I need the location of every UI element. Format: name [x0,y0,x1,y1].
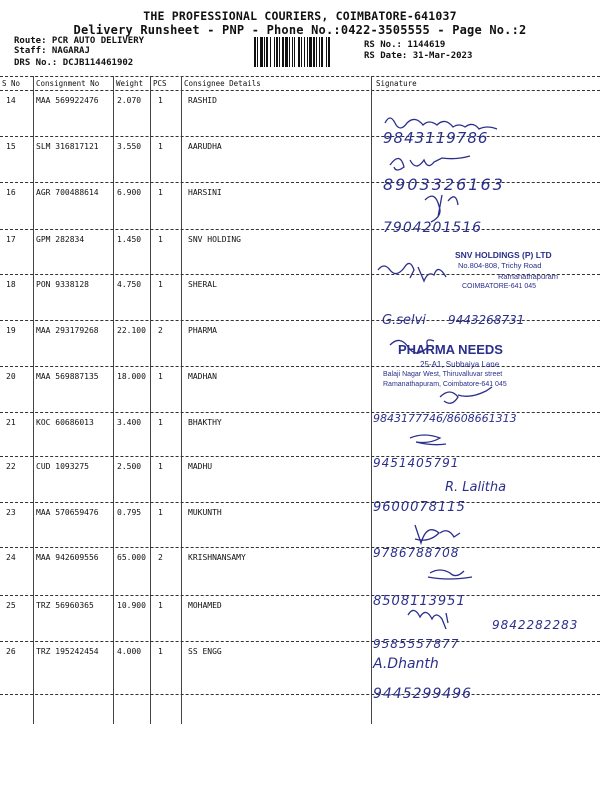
cell-consignment-no: CUD 1093275 [36,462,89,471]
cell-weight: 6.900 [117,188,142,197]
cell-pcs: 2 [158,553,163,562]
cell-pcs: 1 [158,235,163,244]
cell-pcs: 1 [158,418,163,427]
cell-sno: 25 [6,601,16,610]
col-header-pcs: PCS [153,79,167,88]
cell-sno: 20 [6,372,16,381]
cell-pcs: 1 [158,188,163,197]
cell-pcs: 1 [158,96,163,105]
signature-mark-row18 [378,263,446,281]
snv-stamp-name: SNV HOLDINGS (P) LTD [455,250,552,260]
cell-weight: 2.070 [117,96,142,105]
col-divider-pcs [181,76,182,724]
cell-weight: 4.000 [117,647,142,656]
col-header-sno: S No [2,79,21,88]
cell-weight: 65.000 [117,553,146,562]
cell-consignee: KRISHNANSAMY [188,553,246,562]
cell-pcs: 2 [158,326,163,335]
cell-sno: 21 [6,418,16,427]
cell-pcs: 1 [158,372,163,381]
cell-pcs: 1 [158,647,163,656]
cell-weight: 18.000 [117,372,146,381]
signature-mark-row24 [428,570,472,579]
cell-sno: 17 [6,235,16,244]
cell-weight: 22.100 [117,326,146,335]
cell-sno: 16 [6,188,16,197]
pharma-stamp-name: PHARMA NEEDS [398,342,503,357]
handwritten-phone-row22: 9451405791 [373,456,460,470]
cell-consignment-no: MAA 570659476 [36,508,99,517]
cell-consignee: HARSINI [188,188,222,197]
handwritten-signature-row23: R. Lalitha [445,480,507,495]
signature-mark-row20 [440,387,492,403]
cell-consignment-no: GPM 282834 [36,235,85,244]
cell-consignee: BHAKTHY [188,418,222,427]
cell-consignee: SS ENGG [188,647,222,656]
cell-pcs: 1 [158,142,163,151]
snv-stamp-city: COIMBATORE-641 045 [462,283,537,290]
pharma-stamp-address-1: 25-A1, Subbaiya Lane [420,360,500,369]
signature-mark-row19 [390,340,434,353]
col-header-signature: Signature [376,79,417,88]
cell-sno: 22 [6,462,16,471]
signature-mark-row15 [390,156,470,170]
company-title: THE PROFESSIONAL COURIERS, COIMBATORE-641037 [143,9,457,23]
cell-pcs: 1 [158,601,163,610]
pharma-stamp-address-2: Balaji Nagar West, Thiruvalluvar street [383,371,503,378]
cell-consignment-no: PON 9338128 [36,280,89,289]
cell-consignee: MOHAMED [188,601,222,610]
col-header-weight: Weight [116,79,144,88]
cell-weight: 0.795 [117,508,142,517]
staff-label: Staff: NAGARAJ [14,46,90,56]
rs-date: RS Date: 31-Mar-2023 [364,51,473,61]
handwritten-signature-row26: A.Dhanth [373,656,439,672]
handwritten-phone-row26-a: 9842282283 [492,618,579,632]
cell-weight: 1.450 [117,235,142,244]
barcode [254,37,356,67]
route-label: Route: PCR AUTO DELIVERY [14,36,145,46]
signature-scribbles [370,105,600,705]
cell-sno: 15 [6,142,16,151]
cell-consignee: SNV HOLDING [188,235,241,244]
cell-consignee: SHERAL [188,280,217,289]
signature-mark-row14 [385,118,497,129]
cell-consignee: RASHID [188,96,217,105]
col-header-consignee: Consignee Details [184,79,261,88]
runsheet-title: Delivery Runsheet - PNP - Phone No.:0422-3505555 - Page No.:2 [73,23,527,37]
cell-pcs: 1 [158,462,163,471]
signature-mark-row16 [425,195,458,222]
cell-weight: 3.550 [117,142,142,151]
cell-sno: 14 [6,96,16,105]
handwritten-phone-row20: 9843177746/8608661313 [373,412,517,425]
table-header-rule [0,90,600,91]
table-top-rule [0,76,600,77]
cell-weight: 2.500 [117,462,142,471]
cell-consignee: AARUDHA [188,142,222,151]
drs-number: DRS No.: DCJB114461902 [14,58,134,68]
signature-mark-row21 [410,435,446,445]
col-divider-sno [33,76,34,724]
handwritten-phone-row26-c: 9445299496 [373,686,473,702]
handwritten-signature-row19: G.selvi [382,313,426,328]
cell-consignment-no: MAA 293179268 [36,326,99,335]
cell-weight: 4.750 [117,280,142,289]
cell-consignment-no: KOC 60686013 [36,418,94,427]
col-divider-consignment [113,76,114,724]
handwritten-phone-row19: 9443268731 [448,313,525,327]
handwritten-phone-row14: 9843119786 [383,129,489,147]
signature-mark-row25 [408,610,448,629]
cell-sno: 26 [6,647,16,656]
col-divider-weight [150,76,151,724]
cell-consignee: PHARMA [188,326,217,335]
cell-sno: 24 [6,553,16,562]
handwritten-phone-row16: 7904201516 [383,220,483,236]
cell-consignment-no: SLM 316817121 [36,142,99,151]
cell-consignment-no: TRZ 195242454 [36,647,99,656]
cell-consignment-no: TRZ 56960365 [36,601,94,610]
handwritten-phone-row15: 8903326163 [383,175,505,194]
rs-number: RS No.: 1144619 [364,40,446,50]
cell-sno: 23 [6,508,16,517]
snv-stamp-address-1: No.804-808, Trichy Road [458,261,542,270]
cell-sno: 19 [6,326,16,335]
col-header-consignment: Consignment No [36,79,100,88]
handwritten-phone-row25: 8508113951 [373,594,466,609]
cell-consignee: MADHAN [188,372,217,381]
cell-consignment-no: MAA 569887135 [36,372,99,381]
cell-consignee: MUKUNTH [188,508,222,517]
pharma-stamp-address-3: Ramanathapuram, Coimbatore-641 045 [383,381,507,388]
cell-consignee: MADHU [188,462,213,471]
snv-stamp-address-2: Ramanathapuram [498,272,559,281]
handwritten-phone-row23: 9600078115 [373,500,466,515]
cell-consignment-no: MAA 942609556 [36,553,99,562]
cell-consignment-no: MAA 569922476 [36,96,99,105]
cell-sno: 18 [6,280,16,289]
handwritten-phone-row26-b: 9585557877 [373,637,460,651]
cell-pcs: 1 [158,280,163,289]
signature-mark-row23 [415,525,460,543]
handwritten-phone-row24: 9786788708 [373,546,460,560]
cell-weight: 3.400 [117,418,142,427]
barcode-bar [330,37,331,67]
cell-consignment-no: AGR 700488614 [36,188,99,197]
cell-weight: 10.900 [117,601,146,610]
cell-pcs: 1 [158,508,163,517]
